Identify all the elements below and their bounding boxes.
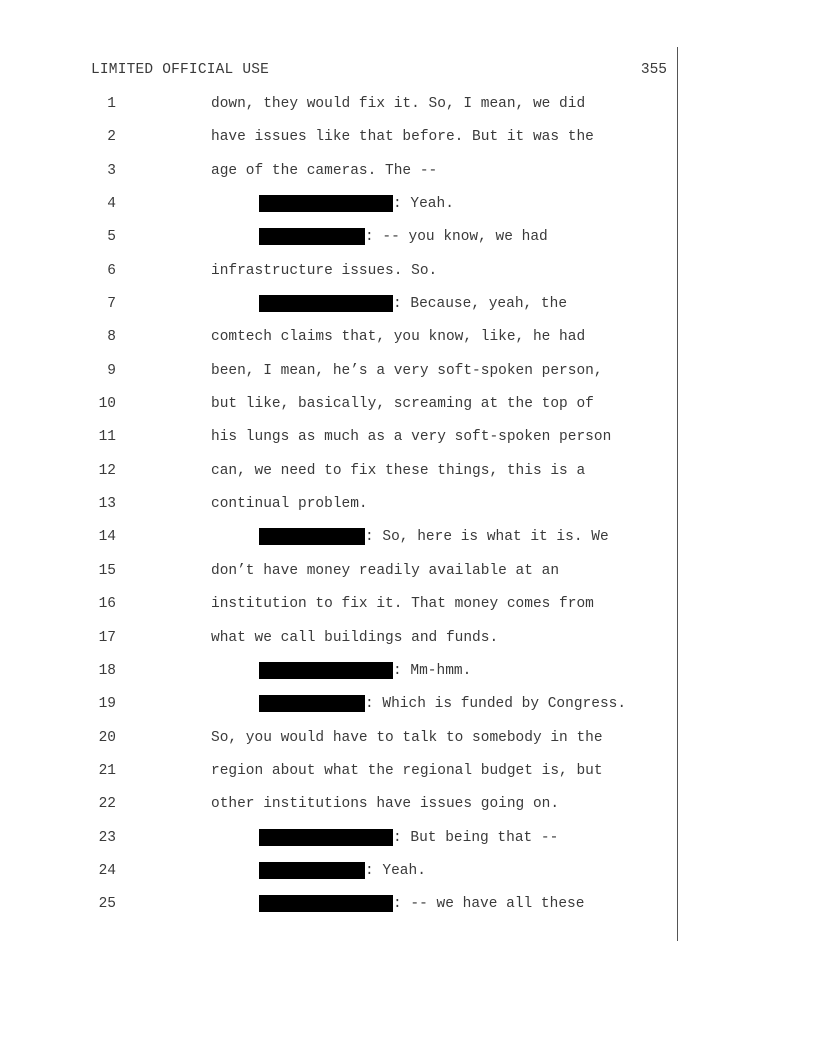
- redacted-speaker-name: [259, 195, 393, 212]
- transcript-line: [0, 762, 676, 795]
- line-text: region about what the regional budget is, but: [211, 762, 603, 779]
- classification-header: LIMITED OFFICIAL USE: [91, 62, 270, 78]
- line-text: continual problem.: [211, 496, 368, 513]
- speaker-line: [259, 895, 584, 913]
- line-text: can, we need to fix these things, this is a: [211, 462, 586, 479]
- line-number: 2: [107, 129, 116, 146]
- line-number: 14: [98, 529, 116, 546]
- line-number: 24: [98, 862, 116, 879]
- redacted-speaker-name: [259, 228, 365, 245]
- line-text: but like, basically, screaming at the top of: [211, 396, 594, 413]
- line-text: infrastructure issues. So.: [211, 262, 438, 279]
- transcript-line: [0, 895, 676, 928]
- line-number: 16: [98, 596, 116, 613]
- redacted-speaker-name: [259, 695, 365, 712]
- speaker-line: [259, 662, 471, 680]
- line-number: 20: [98, 729, 116, 746]
- speaker-text: : Which is funded by Congress.: [365, 696, 627, 713]
- transcript-line: [0, 462, 676, 495]
- transcript-line: [0, 795, 676, 828]
- transcript-line: [0, 328, 676, 361]
- redacted-speaker-name: [259, 895, 393, 912]
- transcript-line: [0, 95, 676, 128]
- transcript-line: [0, 629, 676, 662]
- transcript-line: [0, 862, 676, 895]
- speaker-text: : Mm-hmm.: [393, 662, 472, 679]
- transcript-line: [0, 695, 676, 728]
- page-number: 355: [640, 62, 667, 78]
- speaker-line: [259, 195, 454, 213]
- speaker-text: : But being that --: [393, 829, 559, 846]
- transcript-lines: [0, 95, 676, 929]
- redacted-speaker-name: [259, 528, 365, 545]
- speaker-line: [259, 695, 626, 713]
- transcript-line: [0, 228, 676, 261]
- speaker-line: [259, 829, 558, 847]
- line-text: what we call buildings and funds.: [211, 629, 499, 646]
- line-number: 13: [98, 496, 116, 513]
- transcript-line: [0, 528, 676, 561]
- line-number: 19: [98, 696, 116, 713]
- line-number: 10: [98, 396, 116, 413]
- transcript-line: [0, 195, 676, 228]
- line-text: have issues like that before. But it was the: [211, 129, 594, 146]
- redacted-speaker-name: [259, 662, 393, 679]
- transcript-line: [0, 595, 676, 628]
- transcript-line: [0, 128, 676, 161]
- line-text: age of the cameras. The --: [211, 162, 438, 179]
- speaker-text: : -- we have all these: [393, 896, 585, 913]
- redacted-speaker-name: [259, 829, 393, 846]
- line-number: 8: [107, 329, 116, 346]
- line-number: 11: [98, 429, 116, 446]
- transcript-line: [0, 562, 676, 595]
- transcript-line: [0, 362, 676, 395]
- line-number: 5: [107, 229, 116, 246]
- line-text: comtech claims that, you know, like, he had: [211, 329, 586, 346]
- line-number: 18: [98, 662, 116, 679]
- line-number: 23: [98, 829, 116, 846]
- line-text: been, I mean, he’s a very soft-spoken person,: [211, 362, 603, 379]
- transcript-line: [0, 729, 676, 762]
- line-number: 22: [98, 796, 116, 813]
- transcript-line: [0, 395, 676, 428]
- transcript-line: [0, 295, 676, 328]
- speaker-text: : So, here is what it is. We: [365, 529, 609, 546]
- transcript-line: [0, 495, 676, 528]
- line-number: 7: [107, 296, 116, 313]
- line-number: 9: [107, 362, 116, 379]
- line-number: 6: [107, 262, 116, 279]
- line-text: don’t have money readily available at an: [211, 562, 560, 579]
- line-number: 3: [107, 162, 116, 179]
- speaker-text: : Because, yeah, the: [393, 296, 568, 313]
- line-text: down, they would fix it. So, I mean, we did: [211, 96, 586, 112]
- line-number: 12: [98, 462, 116, 479]
- speaker-text: : -- you know, we had: [365, 229, 548, 246]
- transcript-line: [0, 262, 676, 295]
- redacted-speaker-name: [259, 295, 393, 312]
- transcript-line: [0, 829, 676, 862]
- line-number: 1: [107, 96, 116, 112]
- line-text: his lungs as much as a very soft-spoken person: [211, 429, 612, 446]
- line-number: 21: [98, 762, 116, 779]
- speaker-text: : Yeah.: [393, 196, 454, 213]
- line-number: 15: [98, 562, 116, 579]
- transcript-line: [0, 162, 676, 195]
- line-number: 25: [98, 896, 116, 913]
- line-number: 4: [107, 196, 116, 213]
- right-margin-rule: [677, 47, 678, 941]
- speaker-line: [259, 528, 609, 546]
- redacted-speaker-name: [259, 862, 365, 879]
- transcript-line: [0, 662, 676, 695]
- line-text: institution to fix it. That money comes from: [211, 596, 594, 613]
- speaker-line: [259, 862, 426, 880]
- speaker-line: [259, 228, 548, 246]
- line-number: 17: [98, 629, 116, 646]
- speaker-text: : Yeah.: [365, 862, 426, 879]
- speaker-line: [259, 295, 567, 313]
- line-text: other institutions have issues going on.: [211, 796, 560, 813]
- transcript-line: [0, 428, 676, 461]
- line-text: So, you would have to talk to somebody in the: [211, 729, 603, 746]
